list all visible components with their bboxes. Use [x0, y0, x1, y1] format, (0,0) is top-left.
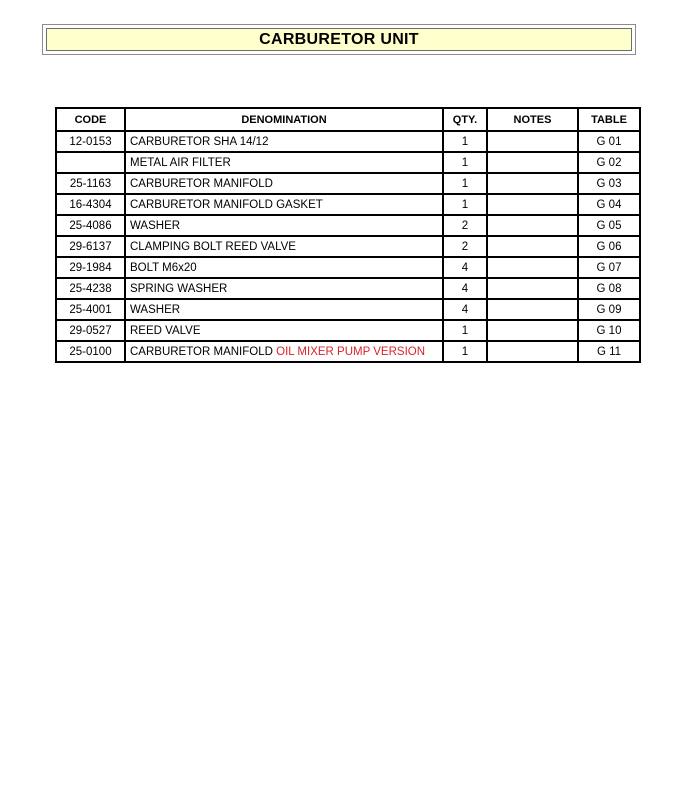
header-table: TABLE	[578, 108, 640, 131]
cell-table: G 06	[578, 236, 640, 257]
cell-notes	[487, 215, 578, 236]
cell-denomination	[125, 131, 443, 152]
cell-denomination	[125, 236, 443, 257]
denomination-text: CARBURETOR MANIFOLD	[130, 345, 273, 358]
table-row	[56, 131, 640, 152]
cell-code: 25-4238	[56, 278, 125, 299]
cell-denomination	[125, 173, 443, 194]
cell-denomination	[125, 257, 443, 278]
cell-code: 29-1984	[56, 257, 125, 278]
cell-qty: 1	[443, 341, 487, 362]
table-row	[56, 194, 640, 215]
cell-qty: 1	[443, 131, 487, 152]
cell-notes	[487, 278, 578, 299]
table-row	[56, 215, 640, 236]
table-row	[56, 236, 640, 257]
cell-notes	[487, 131, 578, 152]
cell-notes	[487, 341, 578, 362]
cell-qty: 1	[443, 152, 487, 173]
denomination-text: WASHER	[130, 219, 181, 232]
cell-notes	[487, 257, 578, 278]
cell-table: G 02	[578, 152, 640, 173]
denomination-text: CARBURETOR SHA 14/12	[130, 135, 269, 148]
header-code: CODE	[56, 108, 125, 131]
cell-table: G 04	[578, 194, 640, 215]
denomination-text: SPRING WASHER	[130, 282, 228, 295]
denomination-text: CARBURETOR MANIFOLD GASKET	[130, 198, 323, 211]
denomination-text: REED VALVE	[130, 324, 201, 337]
cell-code: 25-0100	[56, 341, 125, 362]
table-header-row	[56, 108, 640, 131]
table-row	[56, 320, 640, 341]
cell-table: G 03	[578, 173, 640, 194]
cell-denomination	[125, 194, 443, 215]
table-row	[56, 173, 640, 194]
cell-notes	[487, 299, 578, 320]
parts-table	[55, 107, 641, 363]
cell-denomination	[125, 215, 443, 236]
cell-qty: 4	[443, 299, 487, 320]
denomination-version-note: OIL MIXER PUMP VERSION	[276, 345, 426, 358]
title-box	[46, 28, 632, 51]
cell-qty: 1	[443, 194, 487, 215]
table-row	[56, 299, 640, 320]
cell-notes	[487, 320, 578, 341]
table-row	[56, 278, 640, 299]
cell-table: G 05	[578, 215, 640, 236]
cell-code	[56, 152, 125, 173]
header-notes: NOTES	[487, 108, 578, 131]
denomination-text: CLAMPING BOLT REED VALVE	[130, 240, 296, 253]
cell-notes	[487, 152, 578, 173]
cell-code: 29-6137	[56, 236, 125, 257]
cell-notes	[487, 194, 578, 215]
header-qty: QTY.	[443, 108, 487, 131]
cell-table: G 11	[578, 341, 640, 362]
cell-denomination	[125, 299, 443, 320]
cell-code: 25-1163	[56, 173, 125, 194]
cell-denomination	[125, 341, 443, 362]
cell-code: 25-4086	[56, 215, 125, 236]
cell-notes	[487, 236, 578, 257]
table-row	[56, 152, 640, 173]
cell-table: G 09	[578, 299, 640, 320]
cell-notes	[487, 173, 578, 194]
page-title: CARBURETOR UNIT	[259, 30, 419, 48]
cell-table: G 10	[578, 320, 640, 341]
table-row	[56, 257, 640, 278]
cell-code: 12-0153	[56, 131, 125, 152]
title-frame	[42, 24, 636, 55]
cell-denomination	[125, 152, 443, 173]
denomination-text: CARBURETOR MANIFOLD	[130, 177, 273, 190]
denomination-text: BOLT M6x20	[130, 261, 197, 274]
cell-code: 25-4001	[56, 299, 125, 320]
header-denomination: DENOMINATION	[125, 108, 443, 131]
cell-table: G 07	[578, 257, 640, 278]
cell-code: 16-4304	[56, 194, 125, 215]
cell-denomination	[125, 320, 443, 341]
cell-qty: 4	[443, 257, 487, 278]
cell-qty: 4	[443, 278, 487, 299]
cell-denomination	[125, 278, 443, 299]
denomination-text: WASHER	[130, 303, 181, 316]
cell-qty: 2	[443, 236, 487, 257]
cell-table: G 01	[578, 131, 640, 152]
cell-qty: 1	[443, 173, 487, 194]
cell-table: G 08	[578, 278, 640, 299]
denomination-text: METAL AIR FILTER	[130, 156, 231, 169]
cell-code: 29-0527	[56, 320, 125, 341]
cell-qty: 2	[443, 215, 487, 236]
table-row	[56, 341, 640, 362]
cell-qty: 1	[443, 320, 487, 341]
